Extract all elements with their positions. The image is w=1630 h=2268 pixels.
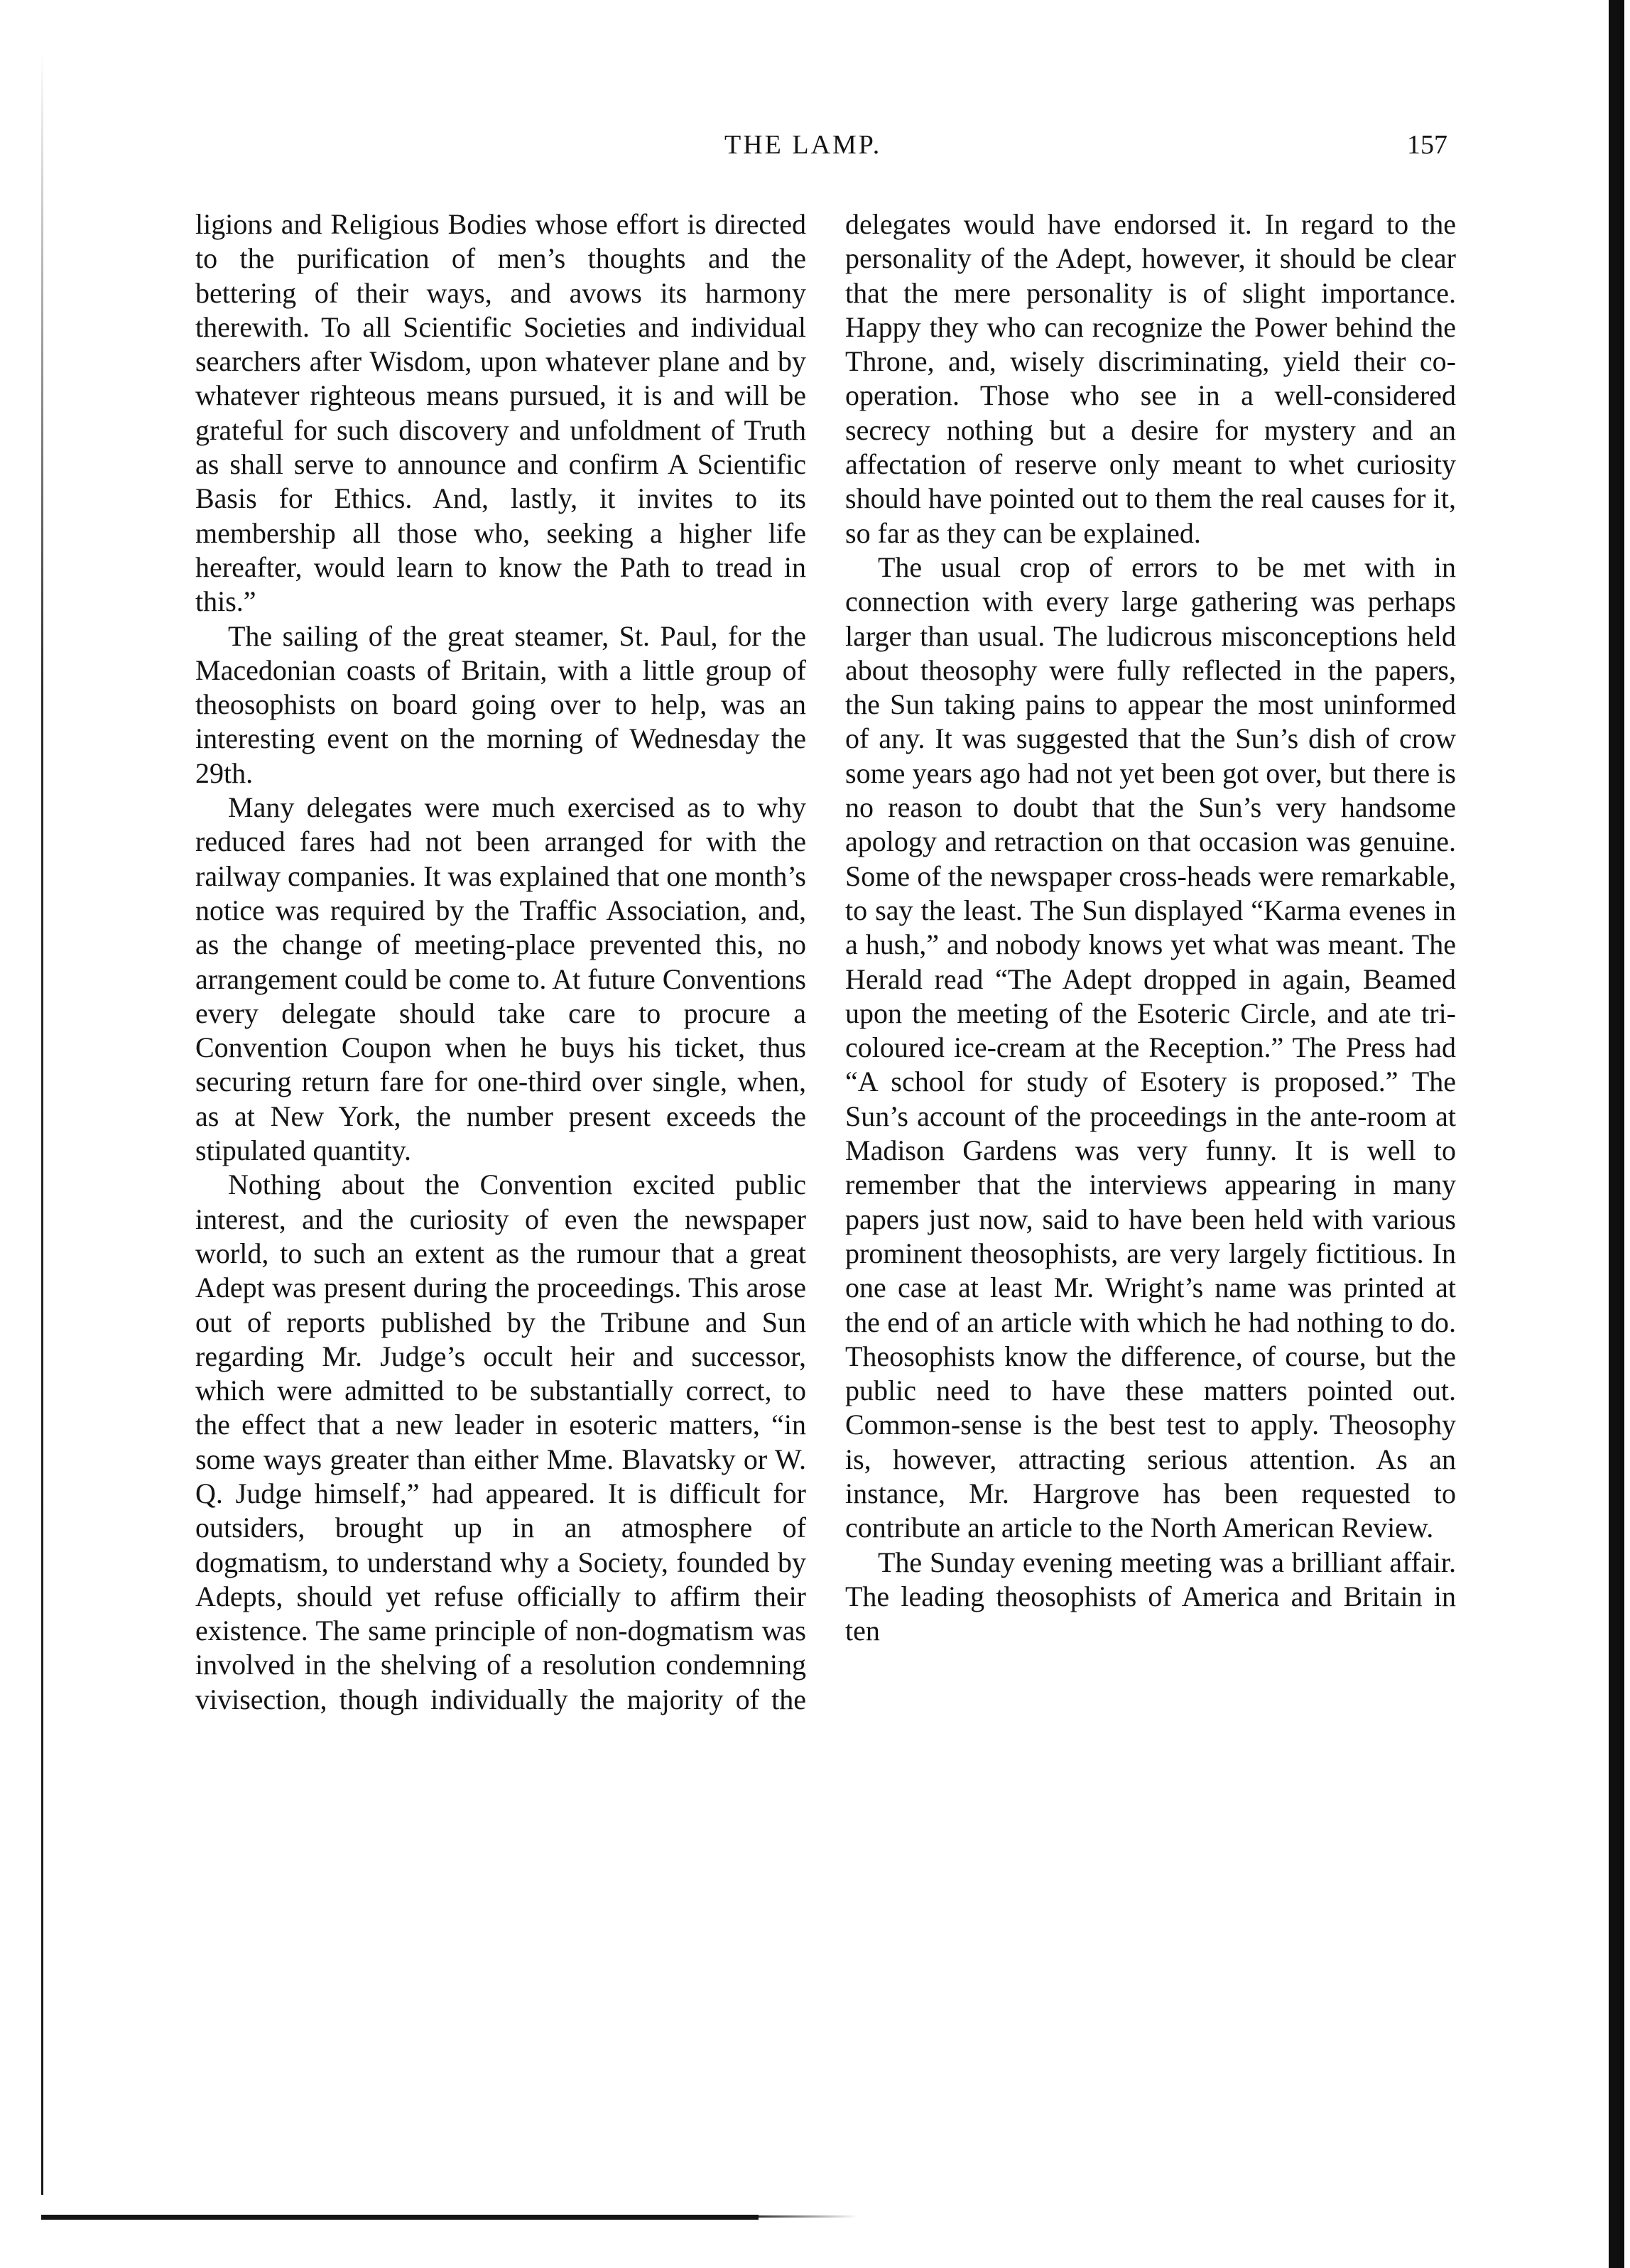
page-header: [190, 129, 1462, 172]
paragraph: Many delegates were much exercised as to why reduced fares had not been arranged for with the railway companies. It was explained that one month’s notice was required by the Traffic Association, and, as the change of meeting-place prevented this, no arrangement could be come to. At future Conventions every delegate should take care to procure a Convention Coupon when he buys his ticket, thus securing return fare for one-third over single, when, as at New York, the number present exceeds the stipulated quantity.: [195, 791, 806, 1167]
scan-margin-line-left: [41, 50, 43, 2195]
paragraph: The sailing of the great steamer, St. Paul, for the Macedonian coasts of Britain, with a little group of theosophists on board going over to help, was an interesting event on the morning of Wednesday the 29th.: [195, 619, 806, 789]
running-title: THE LAMP.: [724, 130, 882, 160]
page-number: 157: [1407, 130, 1447, 160]
paragraph: The usual crop of errors to be met with in connection with every large gathering was perhaps larger than usual. The ludicrous misconceptions held about theosophy were fully reflected in the papers, the Sun taking pains to appear the most uninformed of any. It was suggested that the Sun’s dish of crow some years ago had not yet been got over, but there is no reason to doubt that the Sun’s very handsome apology and retraction on that occasion was genuine. Some of the newspaper cross-heads were remarkable, to say the least. The Sun displayed “Karma evenes in a hush,” and nobody knows yet what was meant. The Herald read “The Adept dropped in again, Beamed upon the meeting of the Esoteric Circle, and ate tri-coloured ice-cream at the Reception.” The Press had “A school for study of Esotery is proposed.” The Sun’s account of the proceedings in the ante-room at Madison Gardens was very funny. It is well to remember that the interviews appearing in many papers just now, said to have been held with various prominent theosophists, are very largely fictitious. In one case at least Mr. Wright’s name was printed at the end of an article with which he had nothing to do. Theosophists know the difference, of course, but the public need to have these matters pointed out. Common-sense is the best test to apply. Theosophy is, however, attracting serious attention. As an instance, Mr. Hargrove has been requested to contribute an article to the North American Review.: [845, 550, 1456, 1544]
paragraph: The Sunday evening meeting was a brilliant affair. The leading theosophists of America and Britain in ten: [845, 1546, 1456, 1647]
left-column: [195, 207, 806, 1717]
paragraph: Nothing about the Convention excited public interest, and the curiosity of even the newspaper world, to such an extent as the rumour that a great Adept was present during the proceedings. This arose out of reports published by the Tribune and Sun regarding Mr. Judge’s occult heir and successor, which were admitted to be substantially correct, to the effect that a new leader in esoteric matters, “in some ways greater than either Mme. Blavatsky or W. Q. Judge himself,” had appeared. It is difficult for outsiders, brought up in an atmosphere of dogmatism, to understand why a Society, founded by Adepts, should yet refuse officially to affirm their existence. The same principle of non-dogmatism was involved in the shelving of a resolution condemning vivisection, though individually the majority of the: [195, 1168, 806, 1715]
paragraph: ligions and Religious Bodies whose effort is directed to the purification of men’s thoughts and the bettering of their ways, and avows its harmony therewith. To all Scientific Societies and individual searchers after Wisdom, upon whatever plane and by whatever righteous means pursued, it is and will be grateful for such discovery and unfoldment of Truth as shall serve to announce and confirm A Scientific Basis for Ethics. And, lastly, it invites to its membership all those who, seeking a higher life hereafter, would learn to know the Path to tread in this.”: [195, 208, 806, 618]
right-column: [845, 207, 1456, 1648]
scan-margin-bar-right: [1609, 0, 1624, 2268]
paragraph: delegates would have endorsed it. In regard to the personality of the Adept, however, it should be clear that the mere personality is of slight importance. Happy they who can recognize the Power behind the Throne, and, wisely discriminating, yield their co-operation. Those who see in a well-considered secrecy nothing but a desire for mystery and an affectation of reserve only meant to whet curiosity should have pointed out to them the real causes for it, so far as they can be explained.: [845, 208, 1456, 549]
scan-margin-line-bottom-fade: [759, 2215, 858, 2218]
scan-margin-line-bottom: [41, 2215, 759, 2220]
